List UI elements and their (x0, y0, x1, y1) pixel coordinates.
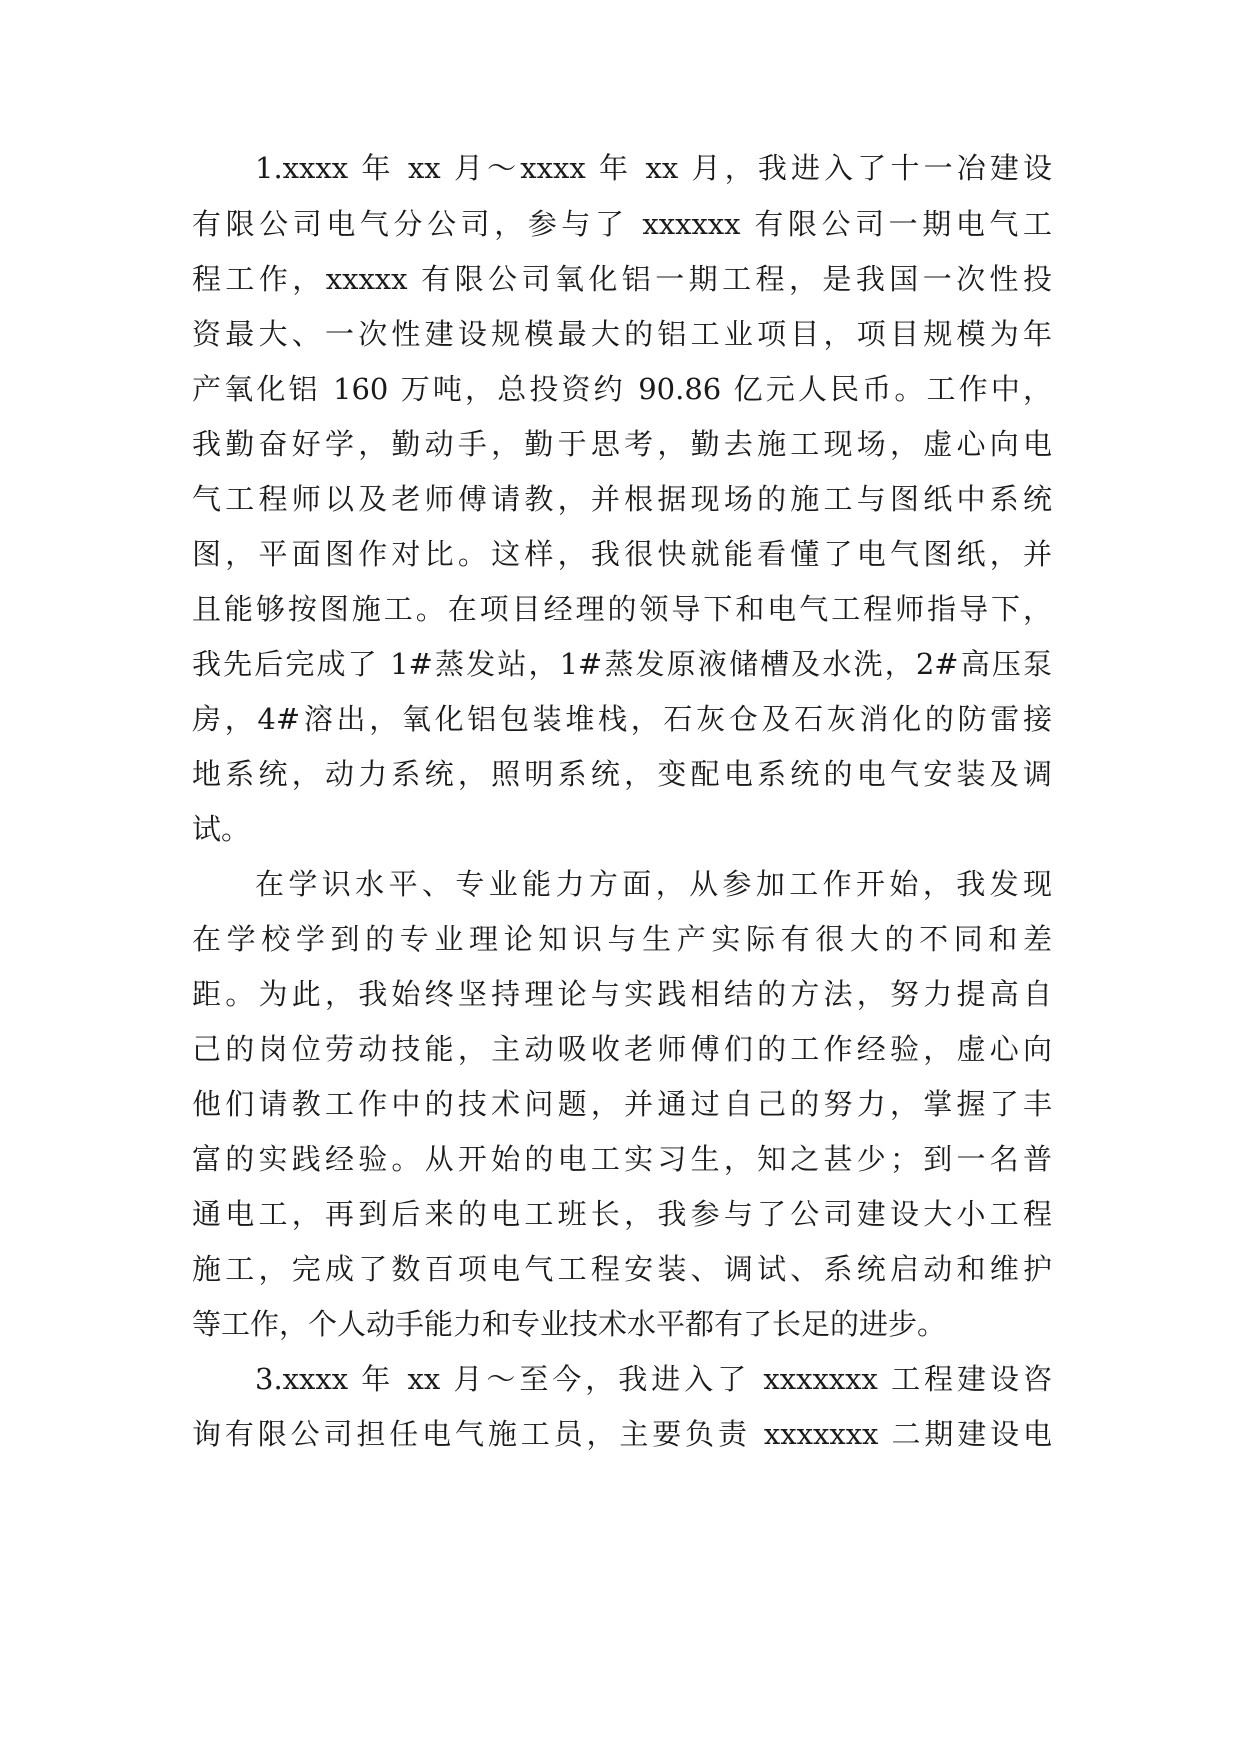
paragraph-2-line-8: 施工，完成了数百项电气工程安装、调试、系统启动和维护 (192, 1252, 1052, 1286)
paragraph-1-line-10: 我先后完成了 1#蒸发站，1#蒸发原液储槽及水洗，2#高压泵 (192, 647, 1052, 681)
paragraph-2-line-1: 在学识水平、专业能力方面，从参加工作开始，我发现 (255, 867, 1052, 901)
paragraph-2-line-3: 距。为此，我始终坚持理论与实践相结的方法，努力提高自 (192, 977, 1052, 1011)
paragraph-1-line-9: 且能够按图施工。在项目经理的领导下和电气工程师指导下， (192, 592, 1052, 626)
paragraph-1-line-13: 试。 (192, 812, 251, 846)
paragraph-1-line-6: 我勤奋好学，勤动手，勤于思考，勤去施工现场，虚心向电 (192, 427, 1052, 461)
paragraph-1-line-12: 地系统，动力系统，照明系统，变配电系统的电气安装及调 (192, 757, 1052, 791)
paragraph-1-line-1: 1.xxxx 年 xx 月～xxxx 年 xx 月，我进入了十一冶建设 (255, 151, 1052, 185)
paragraph-2-line-9: 等工作，个人动手能力和专业技术水平都有了长足的进步。 (192, 1307, 947, 1341)
paragraph-3-line-2: 询有限公司担任电气施工员，主要负责 xxxxxxx 二期建设电 (192, 1417, 1052, 1451)
paragraph-1-line-8: 图，平面图作对比。这样，我很快就能看懂了电气图纸，并 (192, 537, 1052, 571)
paragraph-1-line-2: 有限公司电气分公司，参与了 xxxxxx 有限公司一期电气工 (192, 207, 1052, 241)
paragraph-2-line-4: 己的岗位劳动技能，主动吸收老师傅们的工作经验，虚心向 (192, 1032, 1052, 1066)
paragraph-2-line-5: 他们请教工作中的技术问题，并通过自己的努力，掌握了丰 (192, 1087, 1052, 1121)
paragraph-1-line-4: 资最大、一次性建设规模最大的铝工业项目，项目规模为年 (192, 317, 1052, 351)
paragraph-1-line-5: 产氧化铝 160 万吨，总投资约 90.86 亿元人民币。工作中， (192, 372, 1052, 406)
paragraph-2-line-7: 通电工，再到后来的电工班长，我参与了公司建设大小工程 (192, 1197, 1052, 1231)
paragraph-1-line-3: 程工作，xxxxx 有限公司氧化铝一期工程，是我国一次性投 (192, 262, 1052, 296)
paragraph-2-line-6: 富的实践经验。从开始的电工实习生，知之甚少；到一名普 (192, 1142, 1052, 1176)
paragraph-2-line-2: 在学校学到的专业理论知识与生产实际有很大的不同和差 (192, 922, 1052, 956)
paragraph-3-line-1: 3.xxxx 年 xx 月～至今，我进入了 xxxxxxx 工程建设咨 (255, 1362, 1052, 1396)
paragraph-1-line-11: 房，4#溶出，氧化铝包装堆栈，石灰仓及石灰消化的防雷接 (192, 702, 1052, 736)
paragraph-1-line-7: 气工程师以及老师傅请教，并根据现场的施工与图纸中系统 (192, 482, 1052, 516)
